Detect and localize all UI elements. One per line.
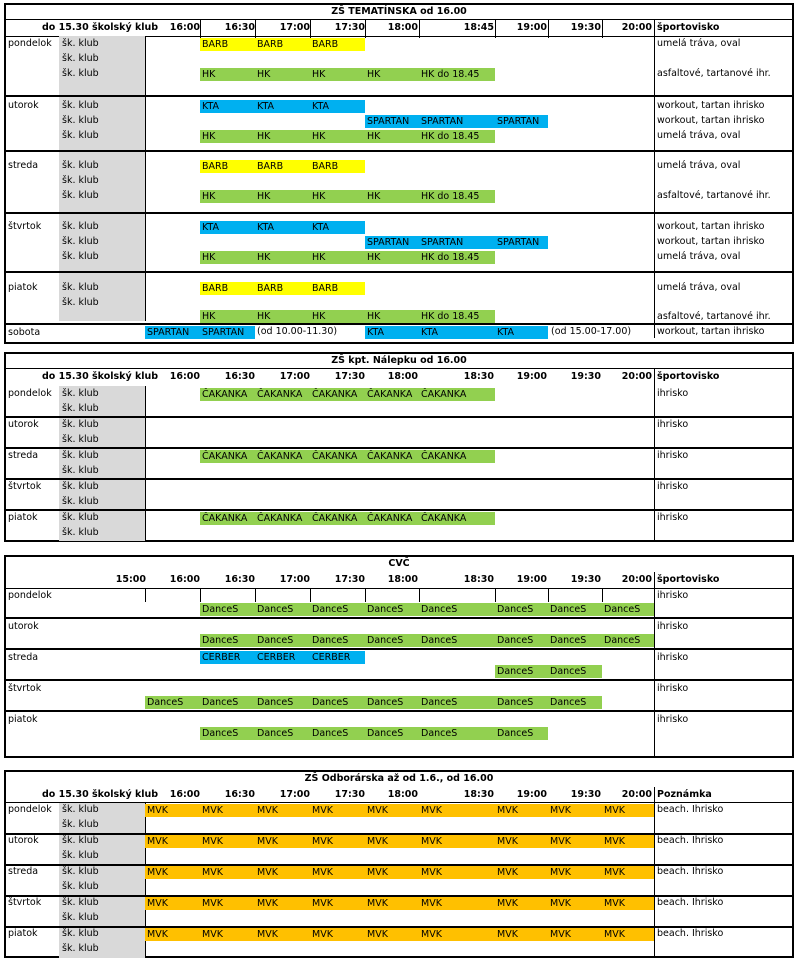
day-label: štvrtok — [8, 221, 42, 232]
club-label: šk. klub — [62, 450, 99, 461]
slot-mvk: MVK — [255, 928, 310, 941]
club-label: šk. klub — [62, 512, 99, 523]
slot-dances: DanceS — [200, 603, 255, 616]
slot-cakanka: ČAKANKA — [419, 450, 495, 463]
slot-mvk: MVK — [419, 897, 495, 910]
slot-mvk: MVK — [365, 928, 419, 941]
header-time: 16:30 — [224, 789, 255, 800]
slot-dances: DanceS — [365, 603, 419, 616]
slot-hk: HK — [310, 68, 365, 81]
saturday-note: (od 10.00-11.30) — [257, 326, 338, 337]
day-label: streda — [8, 866, 39, 877]
slot-dances: DanceS — [495, 727, 548, 740]
slot-hk: HK — [310, 190, 365, 203]
header-time: 15:00 — [115, 574, 146, 585]
slot-hk: HK — [200, 190, 255, 203]
header-time: 18:30 — [463, 574, 494, 585]
venue-label: ihrisko — [657, 590, 689, 601]
slot-mvk: MVK — [548, 928, 602, 941]
header-time: 20:00 — [621, 789, 652, 800]
header-time: 17:30 — [334, 574, 365, 585]
slot-hk: HK — [365, 251, 419, 264]
slot-mvk: MVK — [419, 866, 495, 879]
club-label: šk. klub — [62, 297, 99, 308]
header-time: 16:00 — [169, 574, 200, 585]
venue-label: ihrisko — [657, 419, 689, 430]
slot-cakanka: ČAKANKA — [310, 450, 365, 463]
slot-hk: HK — [255, 130, 310, 143]
day-label: piatok — [8, 928, 38, 939]
club-label: šk. klub — [62, 221, 99, 232]
slot-spartan: SPARTAN — [365, 115, 419, 128]
slot-barb: BARB — [255, 282, 310, 295]
club-label: šk. klub — [62, 190, 99, 201]
slot-cakanka: ČAKANKA — [255, 388, 310, 401]
slot-dances: DanceS — [419, 727, 495, 740]
slot-dances: DanceS — [495, 603, 548, 616]
header-time: 19:00 — [516, 574, 547, 585]
slot-dances: DanceS — [548, 634, 602, 647]
club-label: šk. klub — [62, 282, 99, 293]
header-venue: športovisko — [657, 574, 720, 585]
slot-dances: DanceS — [602, 603, 654, 616]
slot-dances: DanceS — [255, 603, 310, 616]
venue-label: workout, tartan ihrisko — [657, 100, 765, 111]
slot-mvk: MVK — [602, 804, 654, 817]
club-label: šk. klub — [62, 866, 99, 877]
slot-spartan: SPARTAN — [495, 236, 548, 249]
section-title: CVČ — [388, 558, 410, 569]
club-label: šk. klub — [62, 897, 99, 908]
slot-dances: DanceS — [419, 634, 495, 647]
slot-cakanka: ČAKANKA — [365, 512, 419, 525]
header-time: 18:00 — [387, 22, 418, 33]
venue-label: ihrisko — [657, 388, 689, 399]
day-label: utorok — [8, 419, 39, 430]
section-title: ZŠ kpt. Nálepku od 16.00 — [331, 355, 467, 366]
slot-dances: DanceS — [255, 727, 310, 740]
club-label: šk. klub — [62, 175, 99, 186]
club-label: šk. klub — [62, 835, 99, 846]
club-label: šk. klub — [62, 496, 99, 507]
venue-label: ihrisko — [657, 714, 689, 725]
slot-kta: KTA — [365, 326, 419, 339]
slot-spartan: SPARTAN — [419, 115, 495, 128]
day-label: sobota — [8, 327, 41, 338]
club-label: šk. klub — [62, 160, 99, 171]
venue-label: ihrisko — [657, 652, 689, 663]
slot-hk: HK — [310, 310, 365, 323]
header-club: do 15.30 školský klub — [42, 371, 159, 382]
slot-hk: HK — [365, 190, 419, 203]
club-label: šk. klub — [62, 68, 99, 79]
slot-spartan: SPARTAN — [419, 236, 495, 249]
venue-label: umelá tráva, oval — [657, 130, 741, 141]
slot-barb: BARB — [310, 282, 365, 295]
club-label: šk. klub — [62, 388, 99, 399]
slot-mvk: MVK — [548, 866, 602, 879]
header-time: 20:00 — [621, 574, 652, 585]
slot-mvk: MVK — [255, 897, 310, 910]
schedule-kpt-nalepku — [4, 352, 794, 542]
club-label: šk. klub — [62, 38, 99, 49]
saturday-note: (od 15.00-17.00) — [551, 326, 632, 337]
slot-spartan: SPARTAN — [145, 326, 200, 339]
note-label: beach. Ihrisko — [657, 804, 724, 815]
header-time: 17:00 — [279, 22, 310, 33]
slot-hk: HK — [255, 190, 310, 203]
day-label: streda — [8, 450, 39, 461]
slot-hk: HK — [200, 310, 255, 323]
slot-dances: DanceS — [145, 696, 200, 709]
header-time: 19:30 — [570, 574, 601, 585]
slot-mvk: MVK — [495, 866, 548, 879]
slot-dances: DanceS — [419, 696, 495, 709]
day-label: piatok — [8, 512, 38, 523]
header-time: 19:30 — [570, 789, 601, 800]
slot-dances: DanceS — [310, 603, 365, 616]
header-time: 19:30 — [570, 22, 601, 33]
slot-dances: DanceS — [495, 634, 548, 647]
day-label: štvrtok — [8, 897, 42, 908]
header-club: do 15.30 školský klub — [42, 789, 159, 800]
venue-label: ihrisko — [657, 683, 689, 694]
club-label: šk. klub — [62, 943, 99, 954]
day-label: streda — [8, 652, 39, 663]
club-label: šk. klub — [62, 527, 99, 538]
slot-mvk: MVK — [495, 835, 548, 848]
slot-dances: DanceS — [255, 696, 310, 709]
slot-mvk: MVK — [145, 928, 200, 941]
slot-hk-until: HK do 18.45 — [419, 310, 495, 323]
slot-hk: HK — [200, 130, 255, 143]
day-label: pondelok — [8, 38, 52, 49]
slot-mvk: MVK — [145, 866, 200, 879]
slot-mvk: MVK — [145, 835, 200, 848]
slot-cakanka: ČAKANKA — [200, 450, 255, 463]
slot-mvk: MVK — [495, 897, 548, 910]
header-time: 19:30 — [570, 371, 601, 382]
slot-dances: DanceS — [495, 696, 548, 709]
slot-mvk: MVK — [548, 835, 602, 848]
venue-label: umelá tráva, oval — [657, 38, 741, 49]
slot-mvk: MVK — [145, 804, 200, 817]
venue-label: ihrisko — [657, 621, 689, 632]
note-label: beach. Ihrisko — [657, 866, 724, 877]
slot-mvk: MVK — [365, 804, 419, 817]
slot-dances: DanceS — [310, 696, 365, 709]
header-venue: športovisko — [657, 22, 720, 33]
club-label: šk. klub — [62, 481, 99, 492]
slot-dances: DanceS — [419, 603, 495, 616]
slot-hk-until: HK do 18.45 — [419, 68, 495, 81]
slot-mvk: MVK — [602, 897, 654, 910]
slot-cerber: CERBER — [255, 651, 310, 664]
header-time: 18:00 — [387, 574, 418, 585]
slot-cakanka: ČAKANKA — [255, 512, 310, 525]
club-label: šk. klub — [62, 236, 99, 247]
slot-dances: DanceS — [255, 634, 310, 647]
header-time: 17:00 — [279, 574, 310, 585]
section-title: ZŠ Odborárska až od 1.6., od 16.00 — [304, 773, 494, 784]
slot-hk-until: HK do 18.45 — [419, 190, 495, 203]
header-time: 18:00 — [387, 789, 418, 800]
slot-mvk: MVK — [200, 866, 255, 879]
header-time: 20:00 — [621, 371, 652, 382]
slot-mvk: MVK — [495, 804, 548, 817]
venue-label: asfaltové, tartanové ihr. — [657, 311, 771, 322]
slot-dances: DanceS — [200, 634, 255, 647]
slot-mvk: MVK — [602, 928, 654, 941]
club-label: šk. klub — [62, 912, 99, 923]
slot-cakanka: ČAKANKA — [365, 450, 419, 463]
slot-hk: HK — [255, 251, 310, 264]
slot-mvk: MVK — [365, 835, 419, 848]
header-time: 16:30 — [224, 371, 255, 382]
slot-mvk: MVK — [200, 897, 255, 910]
club-label: šk. klub — [62, 465, 99, 476]
venue-label: ihrisko — [657, 450, 689, 461]
club-label: šk. klub — [62, 419, 99, 430]
day-label: piatok — [8, 714, 38, 725]
slot-barb: BARB — [255, 160, 310, 173]
slot-hk: HK — [365, 130, 419, 143]
slot-spartan: SPARTAN — [365, 236, 419, 249]
slot-kta: KTA — [310, 221, 365, 234]
slot-dances: DanceS — [548, 603, 602, 616]
header-time: 16:00 — [169, 789, 200, 800]
header-time: 18:30 — [463, 371, 494, 382]
slot-kta: KTA — [200, 100, 255, 113]
slot-mvk: MVK — [200, 835, 255, 848]
club-label: šk. klub — [62, 881, 99, 892]
slot-mvk: MVK — [365, 866, 419, 879]
section-title: ZŠ TEMATÍNSKA od 16.00 — [331, 6, 467, 17]
slot-barb: BARB — [200, 160, 255, 173]
header-club: do 15.30 školský klub — [42, 22, 159, 33]
club-label: šk. klub — [62, 130, 99, 141]
club-label: šk. klub — [62, 115, 99, 126]
header-time: 17:30 — [334, 22, 365, 33]
slot-hk: HK — [310, 130, 365, 143]
slot-mvk: MVK — [200, 804, 255, 817]
day-label: pondelok — [8, 388, 52, 399]
slot-hk: HK — [200, 68, 255, 81]
club-label: šk. klub — [62, 804, 99, 815]
slot-cakanka: ČAKANKA — [419, 512, 495, 525]
slot-spartan: SPARTAN — [495, 115, 548, 128]
slot-spartan: SPARTAN — [200, 326, 255, 339]
slot-mvk: MVK — [310, 835, 365, 848]
slot-cerber: CERBER — [310, 651, 365, 664]
slot-dances: DanceS — [200, 696, 255, 709]
slot-dances: DanceS — [310, 727, 365, 740]
day-label: utorok — [8, 835, 39, 846]
header-time: 18:45 — [463, 22, 494, 33]
slot-dances: DanceS — [495, 665, 548, 678]
slot-hk: HK — [365, 310, 419, 323]
slot-hk: HK — [255, 310, 310, 323]
slot-mvk: MVK — [255, 835, 310, 848]
venue-label: asfaltové, tartanové ihr. — [657, 68, 771, 79]
club-label: šk. klub — [62, 819, 99, 830]
slot-kta: KTA — [255, 100, 310, 113]
slot-hk: HK — [255, 68, 310, 81]
slot-mvk: MVK — [548, 897, 602, 910]
day-label: štvrtok — [8, 683, 42, 694]
club-label: šk. klub — [62, 928, 99, 939]
slot-mvk: MVK — [310, 928, 365, 941]
slot-cakanka: ČAKANKA — [310, 388, 365, 401]
divider — [6, 19, 792, 20]
header-time: 16:30 — [224, 574, 255, 585]
club-label: šk. klub — [62, 403, 99, 414]
slot-mvk: MVK — [419, 928, 495, 941]
slot-mvk: MVK — [419, 804, 495, 817]
slot-mvk: MVK — [310, 804, 365, 817]
slot-dances: DanceS — [365, 634, 419, 647]
day-label: pondelok — [8, 804, 52, 815]
venue-label: workout, tartan ihrisko — [657, 115, 765, 126]
club-label: šk. klub — [62, 53, 99, 64]
header-time: 19:00 — [516, 22, 547, 33]
slot-mvk: MVK — [365, 897, 419, 910]
header-time: 19:00 — [516, 789, 547, 800]
club-label: šk. klub — [62, 850, 99, 861]
header-time: 19:00 — [516, 371, 547, 382]
schedule-cvc — [4, 555, 794, 758]
day-label: utorok — [8, 100, 39, 111]
slot-kta: KTA — [255, 221, 310, 234]
day-label: utorok — [8, 621, 39, 632]
venue-label: ihrisko — [657, 481, 689, 492]
header-time: 18:30 — [463, 789, 494, 800]
slot-cakanka: ČAKANKA — [310, 512, 365, 525]
slot-barb: BARB — [200, 282, 255, 295]
slot-kta: KTA — [495, 326, 548, 339]
slot-dances: DanceS — [365, 696, 419, 709]
club-label: šk. klub — [62, 100, 99, 111]
schedule-tematinska — [4, 3, 794, 344]
slot-mvk: MVK — [495, 928, 548, 941]
slot-dances: DanceS — [602, 634, 654, 647]
slot-mvk: MVK — [419, 835, 495, 848]
slot-cakanka: ČAKANKA — [200, 512, 255, 525]
schedule-odborarska — [4, 770, 794, 958]
slot-dances: DanceS — [310, 634, 365, 647]
slot-dances: DanceS — [548, 696, 602, 709]
header-time: 17:00 — [279, 789, 310, 800]
slot-cakanka: ČAKANKA — [419, 388, 495, 401]
slot-dances: DanceS — [365, 727, 419, 740]
venue-label: workout, tartan ihrisko — [657, 236, 765, 247]
slot-mvk: MVK — [602, 866, 654, 879]
header-time: 17:00 — [279, 371, 310, 382]
day-label: štvrtok — [8, 481, 42, 492]
club-label: šk. klub — [62, 434, 99, 445]
slot-hk: HK — [200, 251, 255, 264]
slot-cakanka: ČAKANKA — [365, 388, 419, 401]
slot-cakanka: ČAKANKA — [200, 388, 255, 401]
note-label: beach. Ihrisko — [657, 928, 724, 939]
slot-mvk: MVK — [255, 804, 310, 817]
slot-kta: KTA — [310, 100, 365, 113]
slot-hk: HK — [365, 68, 419, 81]
header-time: 16:00 — [169, 371, 200, 382]
slot-mvk: MVK — [310, 897, 365, 910]
venue-label: workout, tartan ihrisko — [657, 326, 765, 337]
slot-hk-until: HK do 18.45 — [419, 251, 495, 264]
venue-label: asfaltové, tartanové ihr. — [657, 190, 771, 201]
header-time: 20:00 — [621, 22, 652, 33]
slot-mvk: MVK — [200, 928, 255, 941]
slot-cakanka: ČAKANKA — [255, 450, 310, 463]
slot-mvk: MVK — [548, 804, 602, 817]
header-note: Poznámka — [657, 789, 712, 800]
slot-mvk: MVK — [310, 866, 365, 879]
venue-label: ihrisko — [657, 512, 689, 523]
venue-label: umelá tráva, oval — [657, 160, 741, 171]
slot-hk-until: HK do 18.45 — [419, 130, 495, 143]
note-label: beach. Ihrisko — [657, 835, 724, 846]
header-time: 16:00 — [169, 22, 200, 33]
slot-barb: BARB — [200, 38, 255, 51]
slot-mvk: MVK — [602, 835, 654, 848]
header-time: 18:00 — [387, 371, 418, 382]
slot-barb: BARB — [310, 160, 365, 173]
slot-barb: BARB — [255, 38, 310, 51]
slot-cerber: CERBER — [200, 651, 255, 664]
header-time: 17:30 — [334, 789, 365, 800]
slot-mvk: MVK — [145, 897, 200, 910]
day-label: pondelok — [8, 590, 52, 601]
slot-hk: HK — [310, 251, 365, 264]
slot-kta: KTA — [419, 326, 495, 339]
header-venue: športovisko — [657, 371, 720, 382]
header-time: 16:30 — [224, 22, 255, 33]
slot-kta: KTA — [200, 221, 255, 234]
header-time: 17:30 — [334, 371, 365, 382]
slot-barb: BARB — [310, 38, 365, 51]
slot-dances: DanceS — [200, 727, 255, 740]
day-label: piatok — [8, 282, 38, 293]
day-label: streda — [8, 160, 39, 171]
slot-mvk: MVK — [255, 866, 310, 879]
club-label: šk. klub — [62, 251, 99, 262]
venue-label: workout, tartan ihrisko — [657, 221, 765, 232]
venue-label: umelá tráva, oval — [657, 251, 741, 262]
venue-label: umelá tráva, oval — [657, 282, 741, 293]
note-label: beach. Ihrisko — [657, 897, 724, 908]
slot-dances: DanceS — [548, 665, 602, 678]
